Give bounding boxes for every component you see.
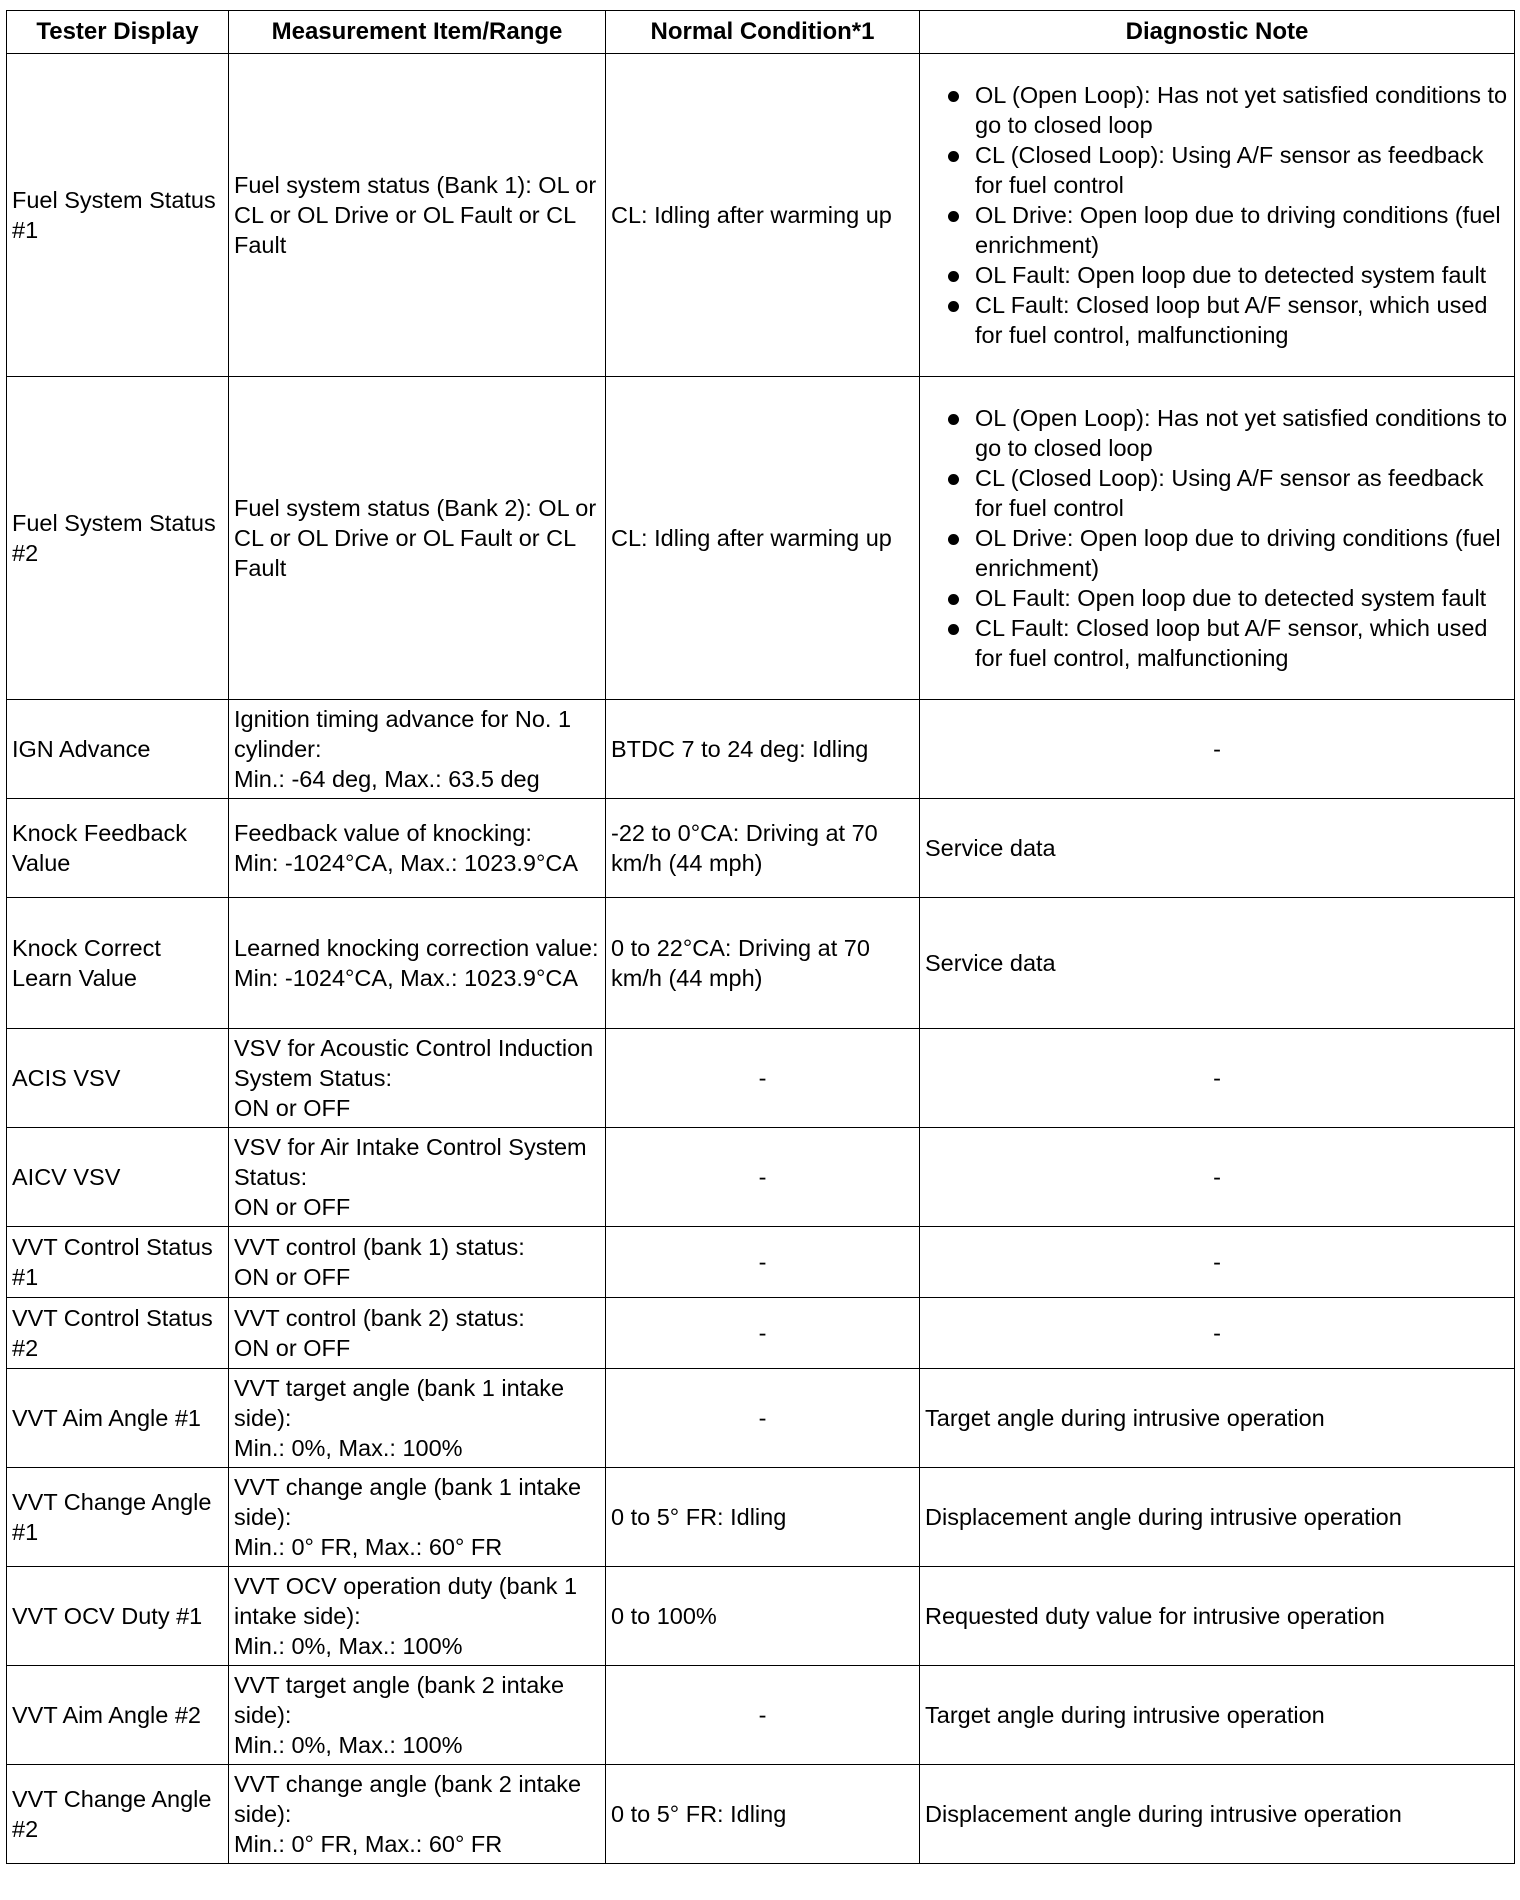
diagnostic-note-cell: Service data — [920, 799, 1515, 898]
measurement-item-cell — [229, 1227, 606, 1298]
table-row — [7, 1369, 1515, 1468]
header-measurement-item: Measurement Item/Range — [229, 11, 606, 54]
measurement-item-cell — [229, 1298, 606, 1369]
note-bullet-item: OL (Open Loop): Has not yet satisfied conditions to go to closed loop — [925, 80, 1509, 140]
item-line: VSV for Air Intake Control System Status: — [234, 1134, 587, 1190]
diagnostic-note-cell — [920, 377, 1515, 700]
table-row — [7, 799, 1515, 898]
tester-display-cell: Fuel System Status #2 — [7, 377, 229, 700]
table-row — [7, 700, 1515, 799]
item-line: Learned knocking correction value: — [234, 935, 599, 961]
item-line: Min.: 0%, Max.: 100% — [234, 1435, 463, 1461]
table-row — [7, 1666, 1515, 1765]
normal-condition-cell: - — [606, 1666, 920, 1765]
measurement-item-cell — [229, 1468, 606, 1567]
measurement-item-cell — [229, 54, 606, 377]
diagnostic-note-cell: - — [920, 700, 1515, 799]
item-line: VVT change angle (bank 1 intake side): — [234, 1474, 582, 1530]
diagnostic-data-table — [6, 10, 1515, 1864]
note-bullet-item: CL Fault: Closed loop but A/F sensor, which used for fuel control, malfunctioning — [925, 613, 1509, 673]
header-tester-display: Tester Display — [7, 11, 229, 54]
measurement-item-cell — [229, 700, 606, 799]
item-line: Min.: -64 deg, Max.: 63.5 deg — [234, 766, 540, 792]
note-bullet-item: OL Drive: Open loop due to driving conditions (fuel enrichment) — [925, 200, 1509, 260]
diagnostic-note-cell: Service data — [920, 898, 1515, 1029]
item-line: VVT target angle (bank 2 intake side): — [234, 1672, 565, 1728]
diagnostic-note-cell: - — [920, 1128, 1515, 1227]
measurement-item-cell — [229, 898, 606, 1029]
item-line: Min.: 0%, Max.: 100% — [234, 1633, 463, 1659]
diagnostic-note-cell: Requested duty value for intrusive operation — [920, 1567, 1515, 1666]
item-line: VVT control (bank 2) status: — [234, 1305, 525, 1331]
fuel-status-notes — [925, 80, 1509, 350]
item-line: Min.: 0° FR, Max.: 60° FR — [234, 1831, 503, 1857]
tester-display-cell: VVT Aim Angle #1 — [7, 1369, 229, 1468]
fuel-status-notes — [925, 403, 1509, 673]
tester-display-cell: Knock Feedback Value — [7, 799, 229, 898]
table-row — [7, 1298, 1515, 1369]
tester-display-cell: Knock Correct Learn Value — [7, 898, 229, 1029]
note-bullet-item: OL Fault: Open loop due to detected system fault — [925, 260, 1509, 290]
normal-condition-cell: - — [606, 1298, 920, 1369]
diagnostic-note-cell: Displacement angle during intrusive operation — [920, 1765, 1515, 1864]
item-line: Min: -1024°CA, Max.: 1023.9°CA — [234, 965, 579, 991]
tester-display-cell: AICV VSV — [7, 1128, 229, 1227]
item-line: ON or OFF — [234, 1194, 351, 1220]
diagnostic-note-cell: Target angle during intrusive operation — [920, 1369, 1515, 1468]
normal-condition-cell: CL: Idling after warming up — [606, 377, 920, 700]
measurement-item-cell — [229, 1369, 606, 1468]
diagnostic-note-cell: - — [920, 1227, 1515, 1298]
item-line: VVT target angle (bank 1 intake side): — [234, 1375, 565, 1431]
item-line: Min.: 0° FR, Max.: 60° FR — [234, 1534, 503, 1560]
item-line: ON or OFF — [234, 1335, 351, 1361]
normal-condition-cell: 0 to 100% — [606, 1567, 920, 1666]
note-bullet-item: OL (Open Loop): Has not yet satisfied conditions to go to closed loop — [925, 403, 1509, 463]
measurement-item-cell — [229, 377, 606, 700]
measurement-item-cell — [229, 799, 606, 898]
tester-display-cell: VVT Change Angle #1 — [7, 1468, 229, 1567]
document-page — [6, 10, 1514, 1864]
item-line: VVT OCV operation duty (bank 1 intake side): — [234, 1573, 578, 1629]
item-line: VSV for Acoustic Control Induction System Status: — [234, 1035, 594, 1091]
item-line: Feedback value of knocking: — [234, 820, 532, 846]
tester-display-cell: ACIS VSV — [7, 1029, 229, 1128]
header-normal-condition: Normal Condition*1 — [606, 11, 920, 54]
diagnostic-note-cell — [920, 54, 1515, 377]
measurement-item-cell — [229, 1765, 606, 1864]
note-bullet-item: CL (Closed Loop): Using A/F sensor as feedback for fuel control — [925, 140, 1509, 200]
diagnostic-note-cell: Target angle during intrusive operation — [920, 1666, 1515, 1765]
note-bullet-item: CL (Closed Loop): Using A/F sensor as feedback for fuel control — [925, 463, 1509, 523]
measurement-item-cell — [229, 1666, 606, 1765]
item-line: Min.: 0%, Max.: 100% — [234, 1732, 463, 1758]
tester-display-cell: Fuel System Status #1 — [7, 54, 229, 377]
normal-condition-cell: 0 to 5° FR: Idling — [606, 1468, 920, 1567]
table-row — [7, 377, 1515, 700]
measurement-item-cell — [229, 1029, 606, 1128]
normal-condition-cell: - — [606, 1128, 920, 1227]
normal-condition-cell: - — [606, 1227, 920, 1298]
item-line: Min: -1024°CA, Max.: 1023.9°CA — [234, 850, 579, 876]
normal-condition-cell: CL: Idling after warming up — [606, 54, 920, 377]
item-line: VVT control (bank 1) status: — [234, 1234, 525, 1260]
measurement-item-cell — [229, 1128, 606, 1227]
item-line: Fuel system status (Bank 1): OL or CL or OL Drive or OL Fault or CL Fault — [234, 172, 597, 258]
note-bullet-item: OL Drive: Open loop due to driving conditions (fuel enrichment) — [925, 523, 1509, 583]
tester-display-cell: VVT Control Status #2 — [7, 1298, 229, 1369]
normal-condition-cell: BTDC 7 to 24 deg: Idling — [606, 700, 920, 799]
tester-display-cell: VVT Control Status #1 — [7, 1227, 229, 1298]
diagnostic-note-cell: Displacement angle during intrusive operation — [920, 1468, 1515, 1567]
diagnostic-note-cell: - — [920, 1029, 1515, 1128]
item-line: ON or OFF — [234, 1095, 351, 1121]
table-row — [7, 1468, 1515, 1567]
tester-display-cell: IGN Advance — [7, 700, 229, 799]
normal-condition-cell: 0 to 22°CA: Driving at 70 km/h (44 mph) — [606, 898, 920, 1029]
normal-condition-cell: -22 to 0°CA: Driving at 70 km/h (44 mph) — [606, 799, 920, 898]
note-bullet-item: CL Fault: Closed loop but A/F sensor, which used for fuel control, malfunctioning — [925, 290, 1509, 350]
item-line: Fuel system status (Bank 2): OL or CL or OL Drive or OL Fault or CL Fault — [234, 495, 597, 581]
measurement-item-cell — [229, 1567, 606, 1666]
table-row — [7, 1128, 1515, 1227]
table-row — [7, 898, 1515, 1029]
normal-condition-cell: 0 to 5° FR: Idling — [606, 1765, 920, 1864]
tester-display-cell: VVT Aim Angle #2 — [7, 1666, 229, 1765]
table-row — [7, 1029, 1515, 1128]
item-line: ON or OFF — [234, 1264, 351, 1290]
normal-condition-cell: - — [606, 1029, 920, 1128]
header-row — [7, 11, 1515, 54]
normal-condition-cell: - — [606, 1369, 920, 1468]
item-line: Ignition timing advance for No. 1 cylinder: — [234, 706, 572, 762]
table-row — [7, 1227, 1515, 1298]
header-diagnostic-note: Diagnostic Note — [920, 11, 1515, 54]
tester-display-cell: VVT OCV Duty #1 — [7, 1567, 229, 1666]
tester-display-cell: VVT Change Angle #2 — [7, 1765, 229, 1864]
diagnostic-note-cell: - — [920, 1298, 1515, 1369]
note-bullet-item: OL Fault: Open loop due to detected system fault — [925, 583, 1509, 613]
table-row — [7, 1567, 1515, 1666]
table-row — [7, 54, 1515, 377]
table-row — [7, 1765, 1515, 1864]
item-line: VVT change angle (bank 2 intake side): — [234, 1771, 582, 1827]
